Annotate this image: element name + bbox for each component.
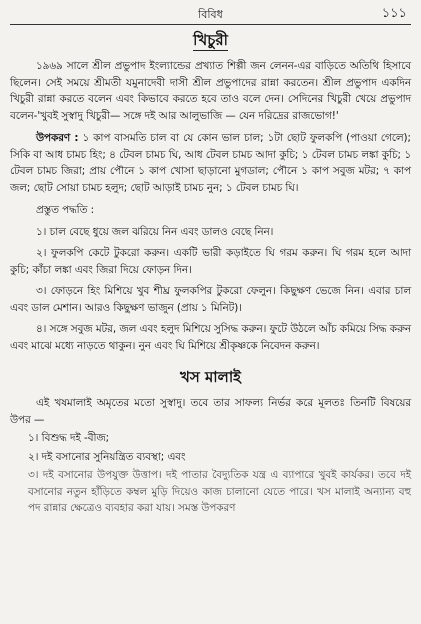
intro-paragraph: ১৯৬৯ সালে শ্রীল প্রভুপাদ ইংল্যান্ডের প্রখ্যাত শিল্পী জন লেনন-এর বাড়িতে অতিথি হিসাবে ছিলেন। সেই সময়ে শ্রীমতী যমুনাদেবী দাসী শ্রীল প্রভুপাদের রান্না করতেন। শ্রীল প্রভুপাদ একদিন খিচুরী রান্না করতে বলেন এবং কিভাবে করতে হবে তাও বলে দেন। সেদিনের খিচুরী খেয়ে প্রভুপাদ বলেন-'খুবই সুস্বাদু খিচুরী— সঙ্গে দই আর আলুভাজি — যেন দরিদ্রের রাজভোগ!' [10,60,411,122]
ingredients-label: উপকরণ : [36,132,79,144]
section-title-khichuri: খিচুরী [193,31,228,49]
list-item: ৩। দই বসানোর উপযুক্ত উত্তাপ। দই পাতার বৈদ্যুতিক যন্ত্র এ ব্যাপারে খুবই কার্যকর। তবে দই বসানোর নতুন হাঁড়িতে কম্বল মুড়ি দিয়েও কাজ চালানো যেতে পারে। খস মালাই অন্যান্য বহু পদ রান্নার ক্ষেত্রেও ব্যবহার করা যায়। সমস্ত উপকরণ [28,469,411,514]
ingredients-paragraph [10,130,411,196]
chapter-title: বিবিধ [198,8,223,21]
book-page [0,4,421,624]
malai-factor-list [10,430,411,517]
method-step: ৪। সঙ্গে সবুজ মটর, জল এবং হলুদ মিশিয়ে সুসিদ্ধ করুন। ফুটে উঠলে আঁচ কমিয়ে সিদ্ধ করুন এবং মাঝে মধ্যে নাড়তে থাকুন। নুন এবং ঘি মিশিয়ে শ্রীকৃষ্ণকে নিবেদন করুন। [10,323,411,352]
running-header [10,4,411,22]
ingredients-text: ১ কাপ বাসমতি চাল বা যে কোন ভাল চাল; ১টা ছোট ফুলকপি (পাওয়া গেলে); সিকি বা আধ চামচ হিং; ৪ টেবল চামচ ঘি, আধ টেবল চামচ আদা কুচি; ১ টেবল চামচ লঙ্কা কুচি; ১ টেবল চামচ জিরা; প্রায় পৌনে ১ কাপ খোসা ছাড়ানো মুগডাল; পৌনে ১ কাপ সবুজ মটর; ৭ কাপ জল; ছোট সোয়া চামচ হলুদ; ছোট আড়াই চামচ নুন; ১ টেবল চামচ ঘি। [10,132,411,194]
page-number: ১১১ [381,6,407,21]
list-item: ২। দই বসানোর সুনিয়ন্ত্রিত ব্যবস্থা; এবং [28,450,186,463]
method-step: ১। চাল বেছে ধুয়ে জল ঝরিয়ে নিন এবং ডালও বেছে নিন। [36,225,274,238]
section-title-khas-malai: খস মালাই [180,368,241,386]
malai-intro-paragraph: এই খষমালাই অমৃতের মতো সুস্বাদু। তবে তার সাফল্য নির্ভর করে মূলতঃ তিনটি বিষয়ের উপর — [10,397,411,426]
method-label: প্রস্তুত পদ্ধতি : [36,204,95,216]
list-item: ১। বিশুদ্ধ দই -বীজ; [28,432,110,444]
method-step: ২। ফুলকপি কেটে টুকরো করুন। একটি ভারী কড়াইতে ঘি গরম করুন। ঘি গরম হলে আদা কুচি; কাঁচা লঙ্কা এবং জিরা দিয়ে ফোড়ন দিন। [10,247,411,276]
method-step: ৩। ফোড়নে হিং মিশিয়ে খুব শীঘ্র ফুলকপির টুকরো ফেলুন। কিছুক্ষণ ভেজে নিন। এবার চাল এবং ডাল মেশান। আরও কিছুক্ষণ ভাজুন (প্রায় ১ মিনিট)। [10,285,411,314]
